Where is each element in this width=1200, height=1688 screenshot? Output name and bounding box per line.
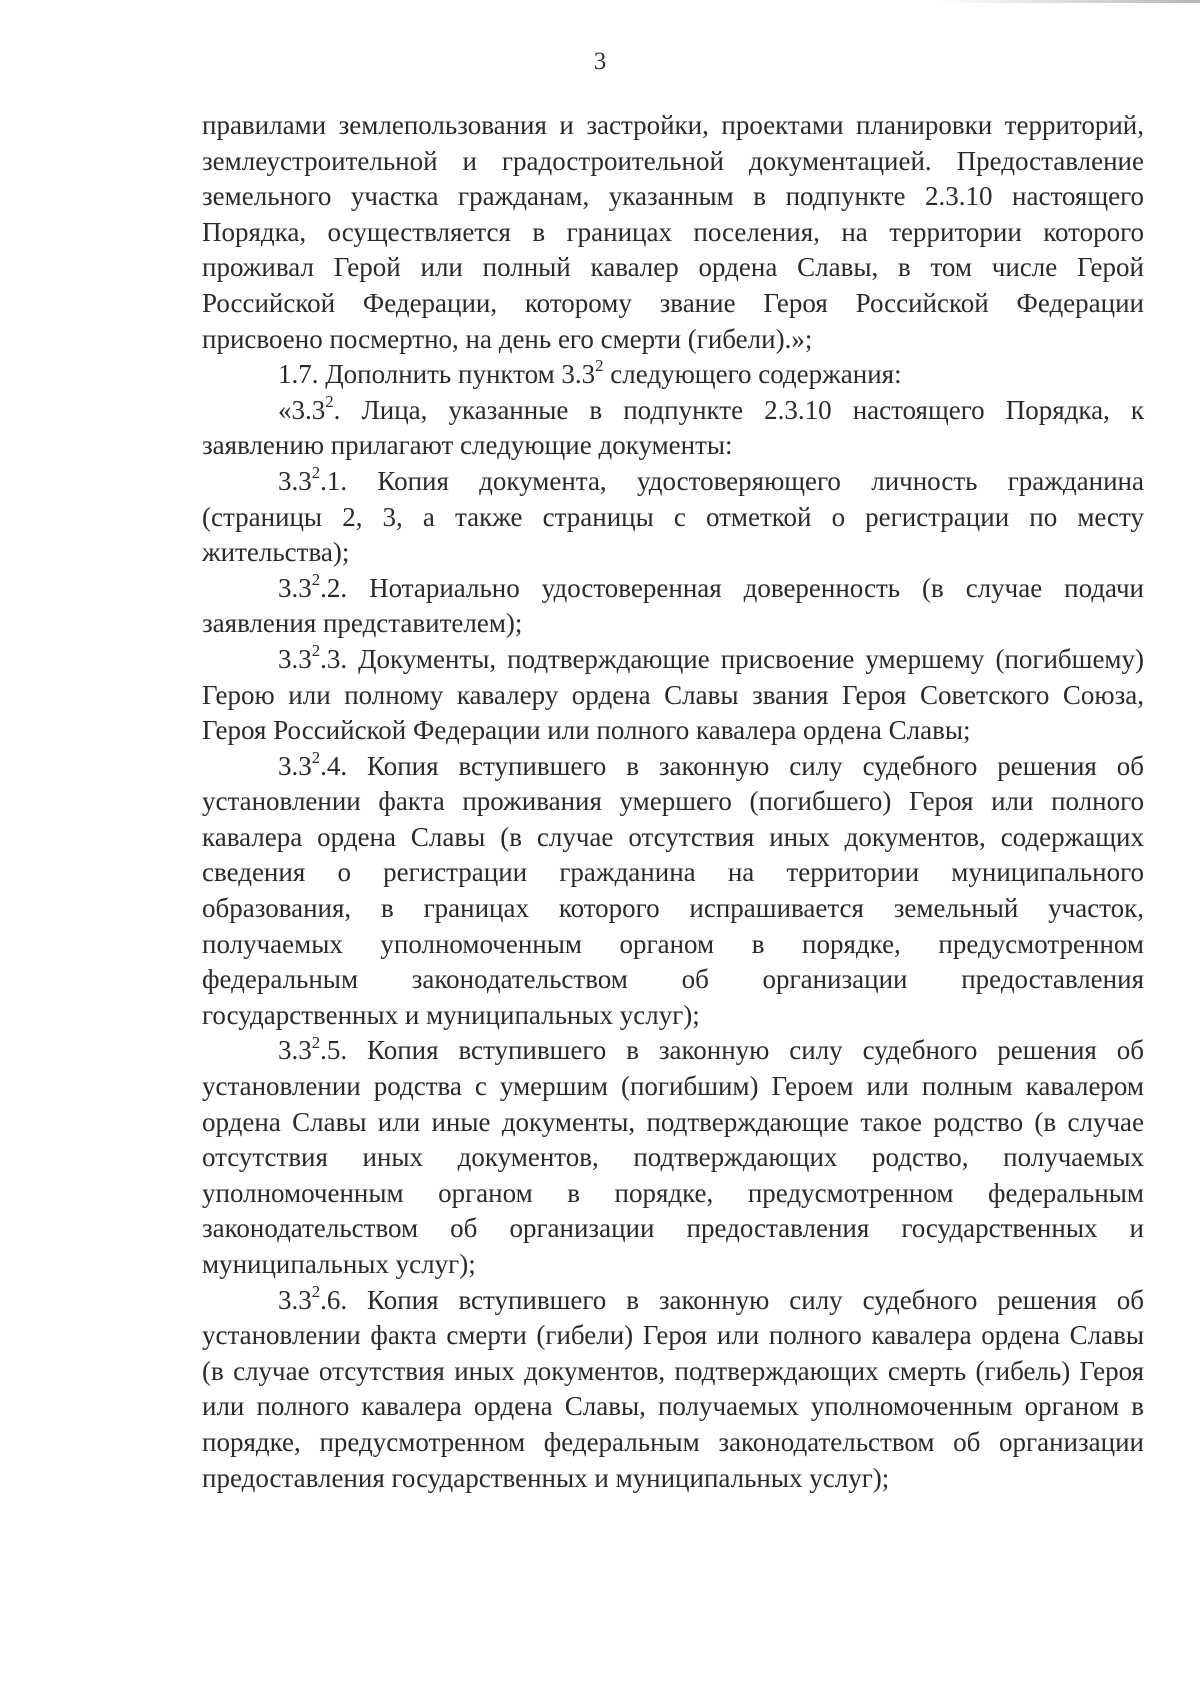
- paragraph-3-3-2: «$3.3^2$. Лица, указанные в подпункте 2.3.10 настоящего Порядка, к заявлению прилагают следующие документы:: [202, 392, 1144, 461]
- paragraph-3-3-2-4: $3.3^2.4$. Копия вступившего в законную силу судебного решения об установлении факта проживания умершего (погибшего) Героя или полного кавалера ордена Славы (в случае отсутствия иных документов, содержащих сведения о регистрации гражданина на территории муниципального образования, в границах которого испрашивается земельный участок, получаемых уполномоченным органом в порядке, предусмотренном федеральным законодательством об организации предоставления государственных и муниципальных услуг);: [202, 748, 1144, 1030]
- page-number: 3: [593, 48, 607, 75]
- scan-edge-line: [940, 0, 1200, 3]
- paragraph-1-7: 1.7. Дополнить пунктом $3.3^2$ следующего содержания:: [278, 356, 902, 390]
- paragraph-3-3-2-2: $3.3^2.2$. Нотариально удостоверенная доверенность (в случае подачи заявления представителем);: [202, 570, 1144, 639]
- paragraph-3-3-2-5: $3.3^2.5$. Копия вступившего в законную силу судебного решения об установлении родства с умершим (погибшим) Героем или полным кавалером ордена Славы или иные документы, подтверждающие такое родство (в случае отсутствия иных документов, подтверждающих родство, получаемых уполномоченным органом в порядке, предусмотренном федеральным законодательством об организации предоставления государственных и муниципальных услуг);: [202, 1032, 1144, 1279]
- paragraph-3-3-2-6: $3.3^2.6$. Копия вступившего в законную силу судебного решения об установлении факта смерти (гибели) Героя или полного кавалера ордена Славы (в случае отсутствия иных документов, подтверждающих смерть (гибель) Героя или полного кавалера ордена Славы, получаемых уполномоченным органом в порядке, предусмотренном федеральным законодательством об организации предоставления государственных и муниципальных услуг);: [202, 1281, 1144, 1493]
- paragraph-3-3-2-1: $3.3^2.1$. Копия документа, удостоверяющего личность гражданина (страницы 2, 3, а также страницы с отметкой о регистрации по месту жительства);: [202, 463, 1144, 568]
- paragraph-continuation: правилами землепользования и застройки, проектами планировки территорий, землеустроительной и градостроительной документацией. Предоставление земельного участка гражданам, указанным в подпункте 2.3.10 настоящего Порядка, осуществляется в границах поселения, на территории которого проживал Герой или полный кавалер ордена Славы, в том числе Герой Российской Федерации, которому звание Героя Российской Федерации присвоено посмертно, на день его смерти (гибели).»;: [202, 110, 1144, 354]
- document-body: [202, 108, 1144, 1496]
- paragraph-3-3-2-3: $3.3^2.3$. Документы, подтверждающие присвоение умершему (погибшему) Герою или полному кавалеру ордена Славы звания Героя Советского Союза, Героя Российской Федерации или полного кавалера ордена Славы;: [202, 641, 1144, 746]
